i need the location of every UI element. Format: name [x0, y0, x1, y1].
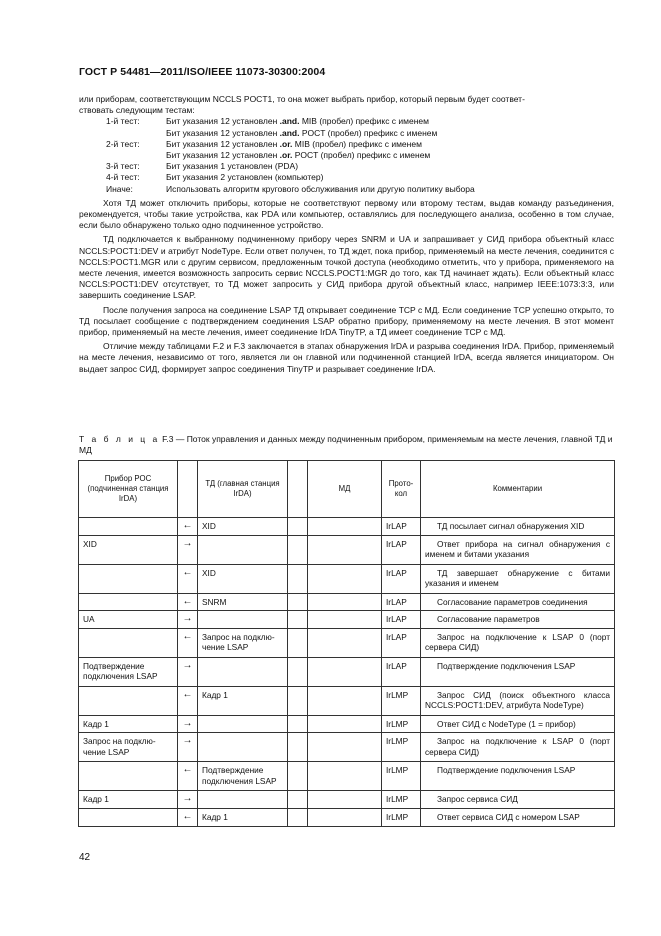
cell-poc — [79, 808, 178, 826]
cell-empty — [288, 535, 308, 564]
cell-td — [198, 715, 288, 733]
cell-comment: Запрос на подключение к LSAP 0 (порт сервера СИД) — [421, 628, 615, 657]
table-row — [79, 808, 615, 826]
paragraph-4: Отличие между таблицами F.2 и F.3 заключается в этапах обнаружения IrDA и разрыва соединения IrDA. Прибор, применяемый на месте лечения, независимо от того, является ли он главной или подчиненной станцией IrDA, всегда является инициатором. Он выдает запрос СИД, формирует запрос соединения TinyTP и разрывает соединение IrDA. — [79, 341, 614, 374]
cell-empty — [288, 715, 308, 733]
cell-comment: Согласование параметров — [421, 611, 615, 629]
header-protocol: Прото-кол — [382, 461, 421, 518]
cell-arrow: → — [178, 715, 198, 733]
table-row — [79, 791, 615, 809]
cell-empty — [288, 518, 308, 536]
cell-md — [308, 762, 382, 791]
cell-arrow: ← — [178, 593, 198, 611]
cell-td: XID — [198, 518, 288, 536]
table-row — [79, 733, 615, 762]
cell-td — [198, 733, 288, 762]
cell-md — [308, 564, 382, 593]
table-row — [79, 535, 615, 564]
cell-td: Кадр 1 — [198, 808, 288, 826]
cell-poc: UA — [79, 611, 178, 629]
cell-poc: Кадр 1 — [79, 791, 178, 809]
cell-td — [198, 535, 288, 564]
cell-md — [308, 733, 382, 762]
body-text — [79, 94, 614, 375]
cell-empty — [288, 657, 308, 686]
cell-protocol: IrLAP — [382, 564, 421, 593]
cell-arrow: ← — [178, 628, 198, 657]
test-item: 2-й тест: Бит указания 12 установлен .or. MIB (пробел) префикс с именем — [106, 138, 422, 149]
table-row — [79, 762, 615, 791]
cell-poc: XID — [79, 535, 178, 564]
cell-md — [308, 808, 382, 826]
cell-md — [308, 628, 382, 657]
table-row — [79, 518, 615, 536]
cell-poc: Подтверждение подключения LSAP — [79, 657, 178, 686]
cell-protocol: IrLMP — [382, 715, 421, 733]
paragraph-1: Хотя ТД может отключить приборы, которые не соответствуют первому или второму тестам, выдав команду разъединения, рекомендуется, чтобы такие устройства, как PDA или компьютер, оставлялись для последующего анализа, особенно в том случае, если было обнаружено только одно подчиненное устройство. — [79, 197, 614, 231]
paragraph-2: ТД подключается к выбранному подчиненному прибору через SNRM и UA и запрашивает у СИД прибора объектный класс NCCLS:POCT1:DEV и атрибут NodeType. Если ответ получен, то ТД ждет, пока прибор, применяемый на месте лечения, соединится с NCCLS:POCT1.MGR или с другим сервисом, предложенным точкой доступа (необходимо отметить, что у прибора, применяемого на месте лечения, имеется возможность запросить сервис NCCLS.POCT1:MGR до того, как ТД начинает ждать). Если объектный класс NCCLS:POCT1:DEV отсутствует, то ТД может запросить у СИД прибора другой объектный класс, например IEEE:1073:3:3, или завершить соединение LSAP. — [79, 234, 614, 301]
cell-empty — [288, 611, 308, 629]
cell-empty — [288, 564, 308, 593]
cell-md — [308, 715, 382, 733]
cell-protocol: IrLAP — [382, 628, 421, 657]
test-item: Бит указания 12 установлен .or. POCT (пробел) префикс с именем — [166, 150, 431, 161]
cell-td: XID — [198, 564, 288, 593]
paragraph-3: После получения запроса на соединение LSAP ТД открывает соединение TCP с МД. Если соединение TCP успешно открыто, то ТД посылает сообщение с подтверждением соединения LSAP обратно прибору, применяемому на месте лечения. В этот момент прибор, применяемый на месте лечения, имеет соединение IrDA TinyTP, а ТД имеет соединение TCP с МД. — [79, 304, 614, 338]
cell-comment: Запрос сервиса СИД — [421, 791, 615, 809]
table-row — [79, 715, 615, 733]
test-item: 1-й тест: Бит указания 12 установлен .and. MIB (пробел) префикс с именем — [106, 116, 429, 127]
header-comments: Комментарии — [421, 461, 615, 518]
header-poc: Прибор POC (подчиненная станция IrDA) — [79, 461, 178, 518]
cell-protocol: IrLMP — [382, 762, 421, 791]
cell-empty — [288, 733, 308, 762]
table-header-row — [79, 461, 615, 518]
cell-md — [308, 611, 382, 629]
table-row — [79, 593, 615, 611]
cell-comment: Ответ СИД с NodeType (1 = прибор) — [421, 715, 615, 733]
page-header: ГОСТ Р 54481—2011/ISO/IEEE 11073-30300:2004 — [79, 66, 326, 78]
cell-comment: Ответ сервиса СИД с номером LSAP — [421, 808, 615, 826]
cell-poc — [79, 593, 178, 611]
cell-td: Подтверждение подключения LSAP — [198, 762, 288, 791]
cell-md — [308, 686, 382, 715]
cell-empty — [288, 762, 308, 791]
cell-comment: Запрос на подключение к LSAP 0 (порт сервера СИД) — [421, 733, 615, 762]
cell-protocol: IrLAP — [382, 593, 421, 611]
test-item: Иначе: Использовать алгоритм кругового обслуживания или другую политику выбора — [106, 183, 475, 194]
intro-line-2: ствовать следующим тестам: — [79, 105, 195, 116]
cell-protocol: IrLMP — [382, 686, 421, 715]
cell-td — [198, 657, 288, 686]
cell-protocol: IrLAP — [382, 518, 421, 536]
cell-arrow: → — [178, 791, 198, 809]
intro-line-1: или приборам, соответствующим NCCLS POCT1, то она может выбрать прибор, который первым будет соответ- — [79, 94, 525, 104]
cell-poc — [79, 564, 178, 593]
cell-comment: Подтверждение подключения LSAP — [421, 657, 615, 686]
cell-arrow: ← — [178, 762, 198, 791]
cell-td: Запрос на подклю-чение LSAP — [198, 628, 288, 657]
cell-poc: Кадр 1 — [79, 715, 178, 733]
cell-md — [308, 791, 382, 809]
cell-md — [308, 657, 382, 686]
cell-arrow: → — [178, 611, 198, 629]
header-td: ТД (главная станция IrDA) — [198, 461, 288, 518]
flow-table — [78, 460, 615, 827]
cell-empty — [288, 791, 308, 809]
cell-empty — [288, 686, 308, 715]
cell-poc: Запрос на подклю-чение LSAP — [79, 733, 178, 762]
test-item: 3-й тест: Бит указания 1 установлен (PDA) — [106, 161, 299, 172]
cell-comment: ТД посылает сигнал обнаружения XID — [421, 518, 615, 536]
cell-poc — [79, 762, 178, 791]
cell-td: SNRM — [198, 593, 288, 611]
cell-protocol: IrLMP — [382, 791, 421, 809]
cell-comment: ТД завершает обнаружение с битами указания и именем — [421, 564, 615, 593]
test-item: Бит указания 12 установлен .and. POCT (пробел) префикс с именем — [166, 127, 438, 138]
cell-arrow: ← — [178, 808, 198, 826]
cell-td: Кадр 1 — [198, 686, 288, 715]
table-caption: Т а б л и ц а F.3 — Поток управления и данных между подчиненным прибором, применяемым на месте лечения, главной ТД и МД — [79, 434, 613, 456]
table-row — [79, 657, 615, 686]
cell-poc — [79, 686, 178, 715]
cell-comment: Подтверждение подключения LSAP — [421, 762, 615, 791]
table-row — [79, 611, 615, 629]
cell-protocol: IrLAP — [382, 535, 421, 564]
cell-md — [308, 518, 382, 536]
cell-empty — [288, 808, 308, 826]
cell-arrow: → — [178, 535, 198, 564]
cell-md — [308, 593, 382, 611]
page-number: 42 — [79, 852, 91, 863]
header-md: МД — [308, 461, 382, 518]
cell-protocol: IrLAP — [382, 611, 421, 629]
cell-protocol: IrLAP — [382, 657, 421, 686]
cell-arrow: → — [178, 657, 198, 686]
table-row — [79, 564, 615, 593]
cell-protocol: IrLMP — [382, 808, 421, 826]
cell-poc — [79, 518, 178, 536]
cell-td — [198, 791, 288, 809]
table-row — [79, 686, 615, 715]
cell-poc — [79, 628, 178, 657]
test-list — [79, 116, 614, 194]
cell-comment: Запрос СИД (поиск объектного класса NCCLS:POCT1:DEV, атрибута NodeType) — [421, 686, 615, 715]
cell-comment: Согласование параметров соединения — [421, 593, 615, 611]
cell-empty — [288, 628, 308, 657]
table-row — [79, 628, 615, 657]
cell-empty — [288, 593, 308, 611]
cell-md — [308, 535, 382, 564]
cell-protocol: IrLMP — [382, 733, 421, 762]
cell-arrow: ← — [178, 518, 198, 536]
cell-comment: Ответ прибора на сигнал обнаружения с именем и битами указания — [421, 535, 615, 564]
cell-arrow: ← — [178, 686, 198, 715]
cell-arrow: → — [178, 733, 198, 762]
test-item: 4-й тест: Бит указания 2 установлен (компьютер) — [106, 172, 324, 183]
cell-arrow: ← — [178, 564, 198, 593]
cell-td — [198, 611, 288, 629]
